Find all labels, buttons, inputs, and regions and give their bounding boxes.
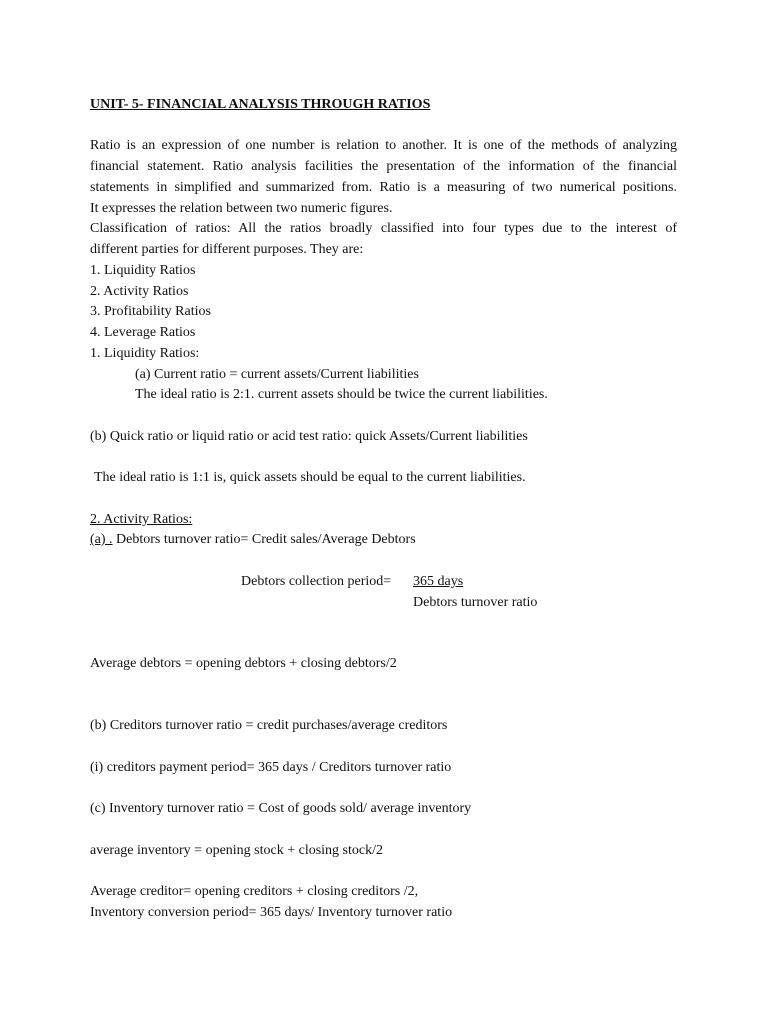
collection-period-label: Debtors collection period= — [241, 574, 392, 589]
list-item: 3. Profitability Ratios — [90, 304, 211, 319]
intro-line-4: It expresses the relation between two numeric figures. — [90, 201, 393, 216]
current-ratio-ideal: The ideal ratio is 2:1. current assets should be twice the current liabilities. — [135, 387, 548, 402]
debtors-turnover-formula: Debtors turnover ratio= Credit sales/Average Debtors — [112, 532, 416, 547]
average-debtors-formula: Average debtors = opening debtors + closing debtors/2 — [90, 656, 397, 671]
average-inventory-formula: average inventory = opening stock + closing stock/2 — [90, 843, 384, 858]
creditors-payment-period: (i) creditors payment period= 365 days / Creditors turnover ratio — [90, 760, 452, 775]
intro-line-3: statements in simplified and summarized from. Ratio is a measuring of two numerical positions. — [90, 180, 677, 195]
inventory-turnover-formula: (c) Inventory turnover ratio = Cost of goods sold/ average inventory — [90, 801, 472, 816]
intro-line-1: Ratio is an expression of one number is relation to another. It is one of the methods of analyzing — [90, 138, 677, 153]
intro-line-2: financial statement. Ratio analysis facilities the presentation of the information of the financial — [90, 159, 677, 174]
current-ratio-formula: (a) Current ratio = current assets/Current liabilities — [135, 367, 419, 382]
activity-heading: 2. Activity Ratios: — [90, 512, 193, 527]
collection-period-denominator: Debtors turnover ratio — [413, 595, 538, 610]
classification-line-2: different parties for different purposes. They are: — [90, 242, 364, 257]
liquidity-heading: 1. Liquidity Ratios: — [90, 346, 200, 361]
list-item: 2. Activity Ratios — [90, 284, 189, 299]
debtors-turnover-row — [90, 530, 416, 550]
average-creditor-formula: Average creditor= opening creditors + closing creditors /2, — [90, 884, 419, 899]
item-label: (a) . — [90, 532, 113, 547]
list-item: 1. Liquidity Ratios — [90, 263, 196, 278]
collection-period-numerator: 365 days — [413, 574, 464, 589]
quick-ratio-formula: (b) Quick ratio or liquid ratio or acid test ratio: quick Assets/Current liabilities — [90, 429, 528, 444]
classification-line-1: Classification of ratios: All the ratios broadly classified into four types due to the interest of — [90, 221, 677, 236]
inventory-conversion-period: Inventory conversion period= 365 days/ Inventory turnover ratio — [90, 905, 453, 920]
quick-ratio-ideal: The ideal ratio is 1:1 is, quick assets should be equal to the current liabilities. — [94, 470, 526, 485]
document-title: UNIT- 5- FINANCIAL ANALYSIS THROUGH RATIOS — [90, 97, 431, 112]
creditors-turnover-formula: (b) Creditors turnover ratio = credit purchases/average creditors — [90, 718, 448, 733]
list-item: 4. Leverage Ratios — [90, 325, 196, 340]
